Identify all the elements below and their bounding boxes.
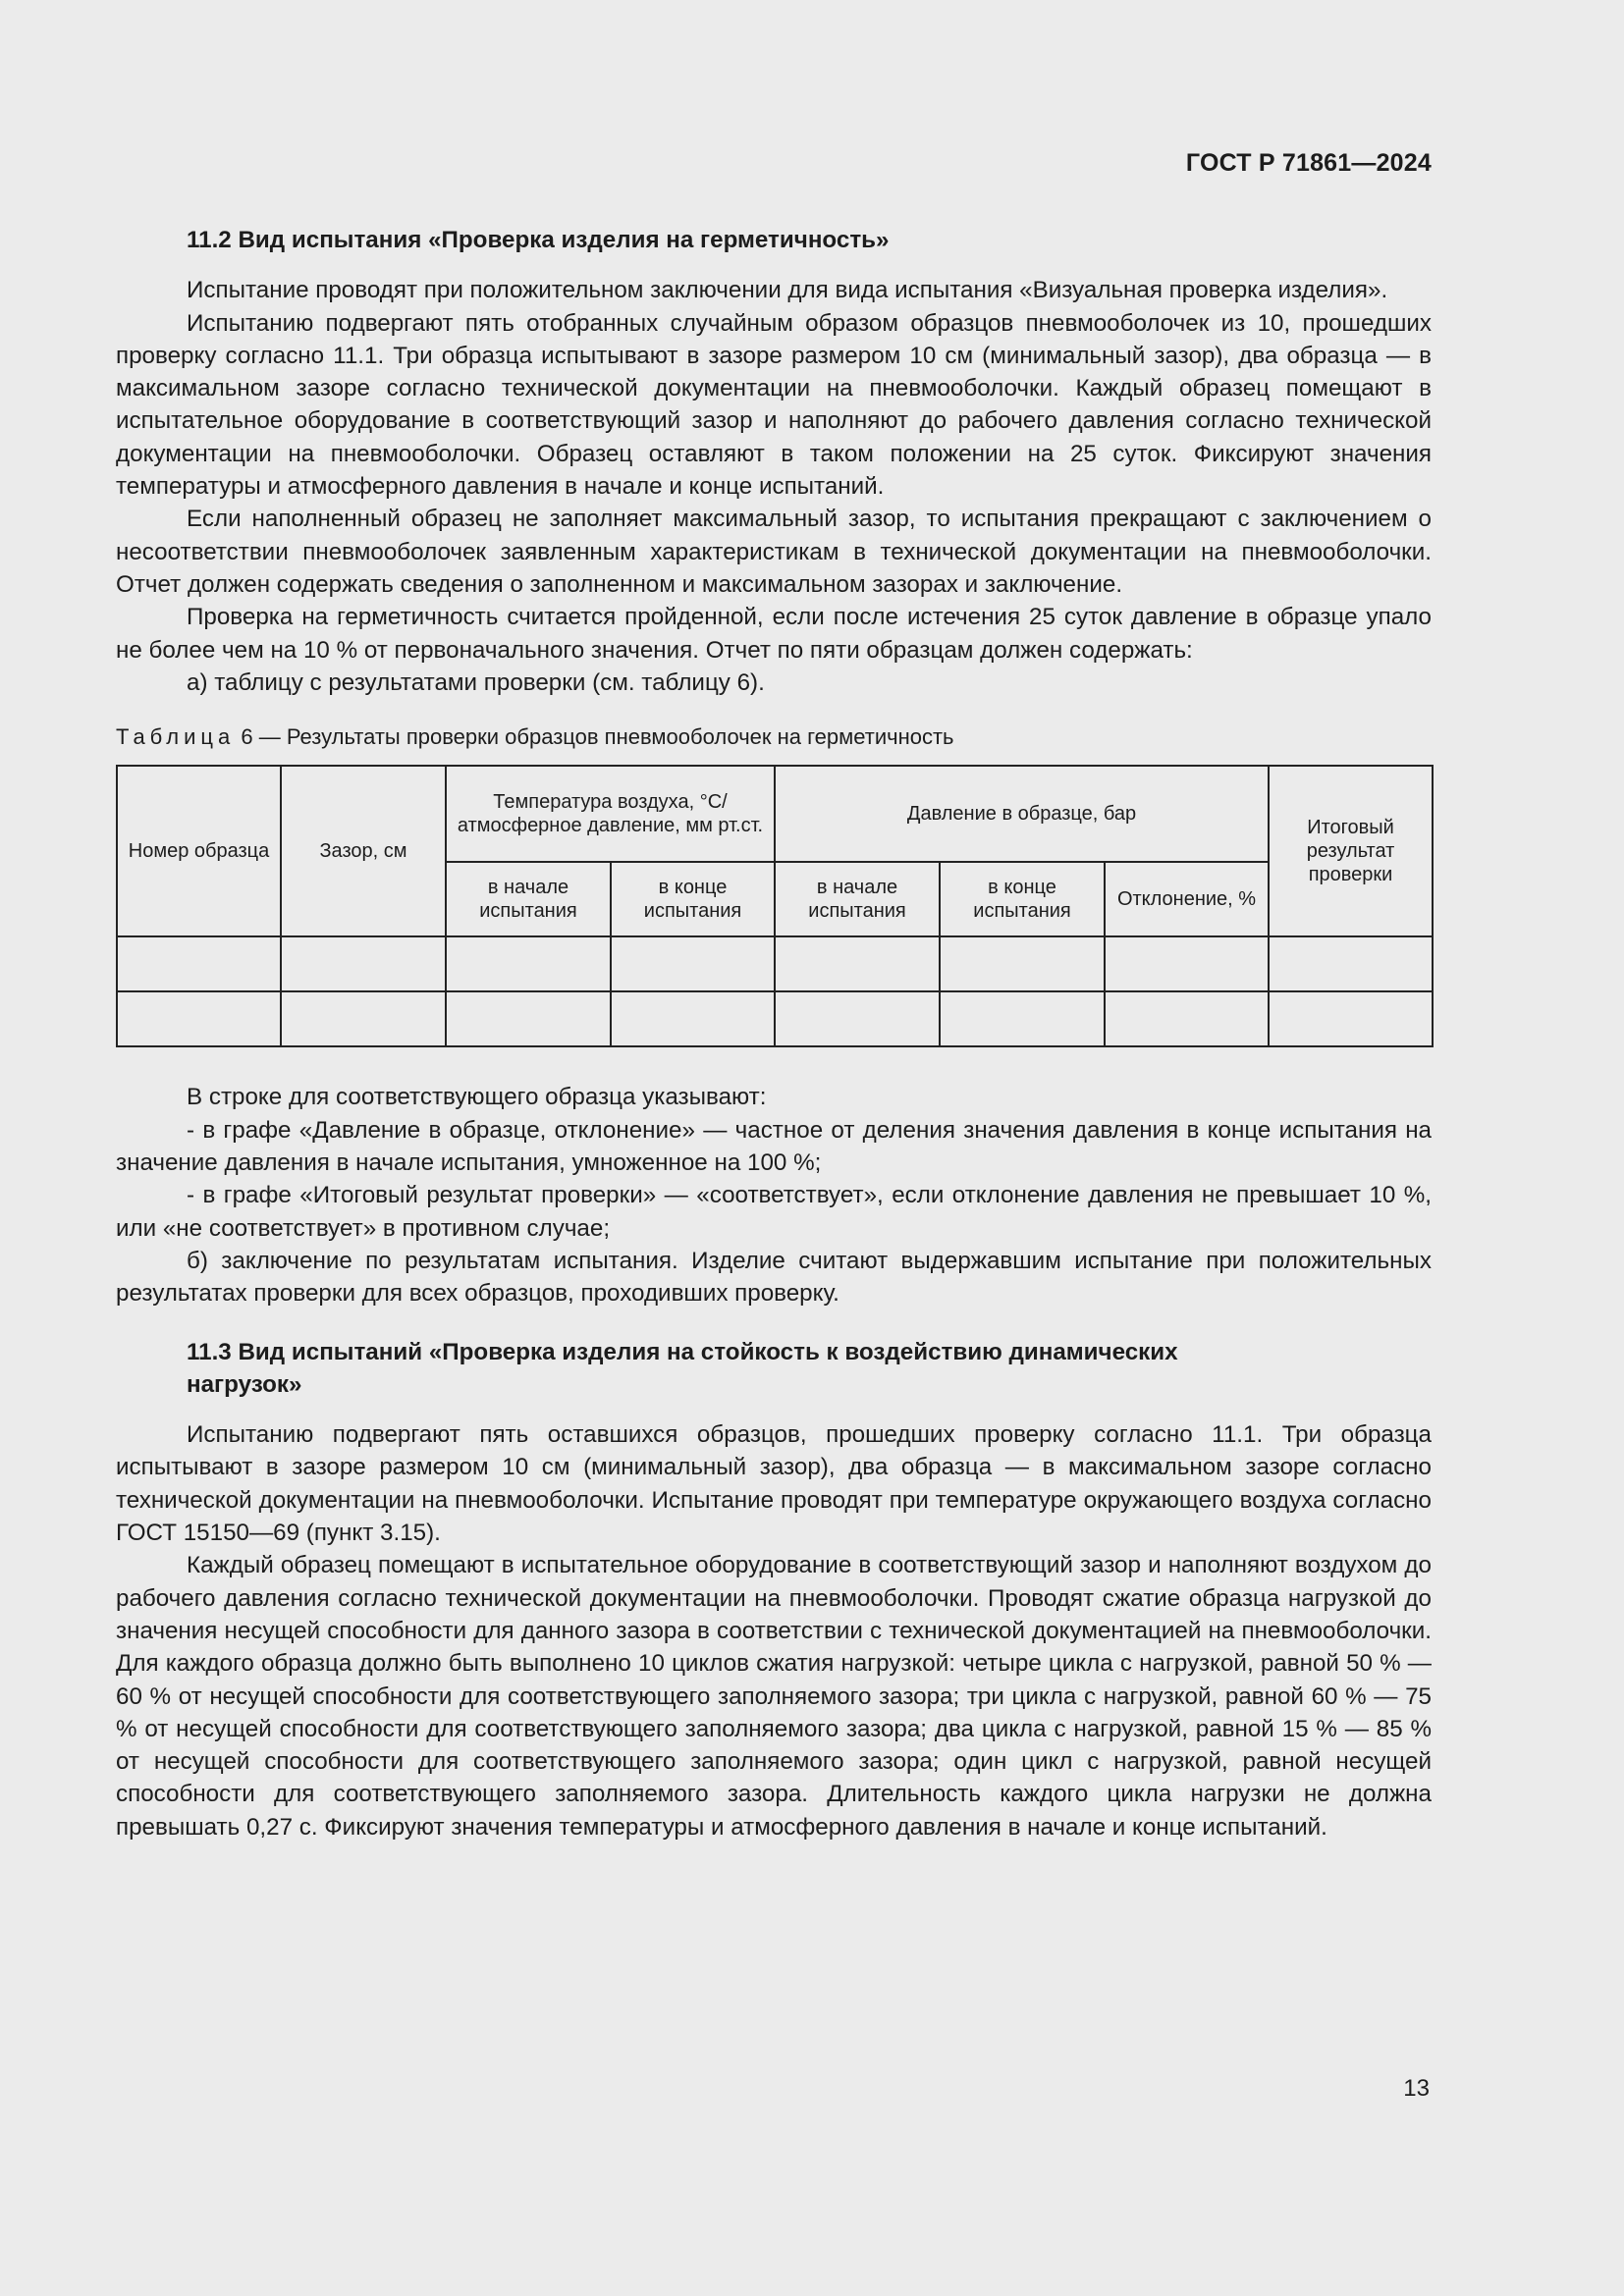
standard-code: ГОСТ Р 71861—2024 [1185,149,1432,177]
paragraph: - в графе «Давление в образце, отклонение» — частное от деления значения давления в конце испытания на значение давления в начале испытания, умноженное на 100 %; [116,1116,1432,1177]
header-deviation: Отклонение, % [1105,862,1269,936]
table-cell [281,936,446,991]
table-caption-prefix: Таблица [116,724,236,750]
paragraph: Испытание проводят при положительном заключении для вида испытания «Визуальная проверка изделия». [187,277,1388,304]
paragraph: - в графе «Итоговый результат проверки» — «соответствует», если отклонение давления не превышает 10 %, или «не соответствует» в противном случае; [116,1182,1432,1242]
table-cell [281,991,446,1046]
paragraph: Испытанию подвергают пять отобранных случайным образом образцов пневмооболочек из 10, прошедших проверку согласно 11.1. Три образца испытывают в зазоре размером 10 см (минимальный зазор), два образца — в максимальном зазоре согласно технической документации на пневмооболочки. Каждый образец помещают в испытательное оборудование в соответствующий зазор и наполняют до рабочего давления согласно технической документации на пневмооболочки. Образец оставляют в таком положении на 25 суток. Фиксируют значения температуры и атмосферного давления в начале и конце испытаний. [116,309,1432,501]
table-cell [940,991,1105,1046]
header-final-result: Итоговый результат проверки [1269,766,1433,936]
table-cell [611,991,775,1046]
section-11-3-heading [116,1336,1432,1402]
results-table [116,765,1434,1047]
section-11-3-heading-line1: 11.3 Вид испытаний «Проверка изделия на стойкость к воздействию динамических [187,1338,1178,1365]
table-cell [1269,936,1433,991]
list-item-b: б) заключение по результатам испытания. Изделие считают выдержавшим испытание при положительных результатах проверки для всех образцов, проходивших проверку. [116,1247,1432,1308]
section-11-2-heading: 11.2 Вид испытания «Проверка изделия на герметичность» [187,227,890,253]
paragraph: Если наполненный образец не заполняет максимальный зазор, то испытания прекращают с заключением о несоответствии пневмооболочек заявленным характеристикам в технической документации на пневмооболочки. Отчет должен содержать сведения о заполненном и максимальном зазорах и заключение. [116,506,1432,598]
header-temp-start: в начале испытания [446,862,611,936]
table-cell [117,936,281,991]
table-cell [940,936,1105,991]
table-cell [775,991,940,1046]
table-cell [775,936,940,991]
table-cell [446,991,611,1046]
table-cell [1105,936,1269,991]
page-content [116,224,1432,1843]
header-sample-number: Номер образца [117,766,281,936]
table-cell [1269,991,1433,1046]
table-cell [1105,991,1269,1046]
header-temp-end: в конце испытания [611,862,775,936]
header-gap: Зазор, см [281,766,446,936]
header-pressure-start: в начале испытания [775,862,940,936]
page-number: 13 [1403,2075,1430,2102]
table-cell [446,936,611,991]
table-caption-text: 6 — Результаты проверки образцов пневмооболочек на герметичность [235,724,954,750]
table-row [117,936,1433,991]
header-pressure-group: Давление в образце, бар [775,766,1269,862]
table-caption [116,721,1432,753]
header-pressure-end: в конце испытания [940,862,1105,936]
paragraph: В строке для соответствующего образца указывают: [187,1084,767,1111]
paragraph: Испытанию подвергают пять оставшихся образцов, прошедших проверку согласно 11.1. Три образца испытывают в зазоре размером 10 см (минимальный зазор), два образца — в максимальном зазоре согласно технической документации на пневмооболочки. Испытание проводят при температуре окружающего воздуха согласно ГОСТ 15150—69 (пункт 3.15). [116,1421,1432,1547]
paragraph: Каждый образец помещают в испытательное оборудование в соответствующий зазор и наполняют воздухом до рабочего давления согласно технической документации на пневмооболочки. Проводят сжатие образца нагрузкой до значения несущей способности для данного зазора в соответствии с технической документацией на пневмооболочки. Для каждого образца должно быть выполнено 10 циклов сжатия нагрузкой: четыре цикла с нагрузкой, равной 50 % — 60 % от несущей способности для соответствующего заполняемого зазора; три цикла с нагрузкой, равной 60 % — 75 % от несущей способности для соответствующего заполняемого зазора; два цикла с нагрузкой, равной 15 % — 85 % от несущей способности для соответствующего заполняемого зазора; один цикл с нагрузкой, равной несущей способности для соответствующего заполняемого зазора. Длительность каждого цикла нагрузки не должна превышать 0,27 с. Фиксируют значения температуры и атмосферного давления в начале и конце испытаний. [116,1552,1432,1841]
header-temperature-group: Температура воздуха, °С/атмосферное давление, мм рт.ст. [446,766,775,862]
list-item-a: а) таблицу с результатами проверки (см. таблицу 6). [187,668,765,696]
paragraph: Проверка на герметичность считается пройденной, если после истечения 25 суток давление в образце упало не более чем на 10 % от первоначального значения. Отчет по пяти образцам должен содержать: [116,604,1432,664]
table-row [117,991,1433,1046]
table-cell [117,991,281,1046]
table-cell [611,936,775,991]
section-11-3-heading-line2: нагрузок» [187,1370,302,1398]
